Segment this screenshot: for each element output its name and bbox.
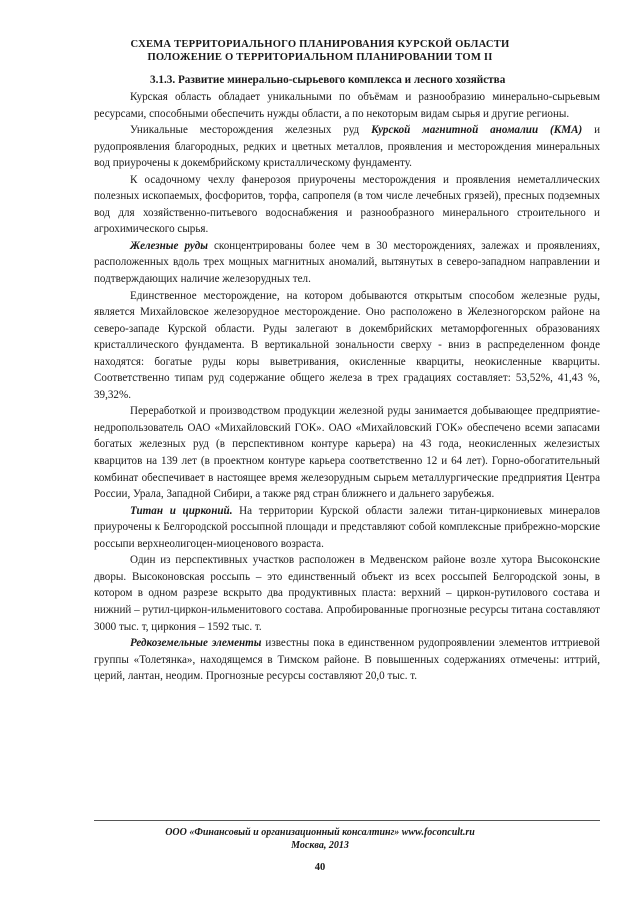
paragraph-kma — [94, 122, 600, 172]
keyword-rare-earth: Редкоземельные элементы — [130, 637, 262, 650]
paragraph-rare-earth — [94, 635, 600, 685]
section-title: 3.1.3. Развитие минерально-сырьевого комплекса и лесного хозяйства — [150, 74, 506, 86]
paragraph-sedimentary-cover: К осадочному чехлу фанерозоя приурочены месторождения и проявления неметаллических полезных ископаемых, фосфоритов, торфа, сапропеля (в том числе лечебных грязей), пресных подземных вод для хозяйственно-питьевого водоснабжения и разнообразного минерального строительного и агрохимического сырья. — [94, 173, 600, 236]
document-header — [0, 38, 640, 64]
keyword-iron-ores: Железные руды — [130, 239, 208, 252]
paragraph-text: Уникальные месторождения железных руд — [130, 124, 372, 137]
document-body — [94, 89, 600, 685]
paragraph-text: известны пока в единственном рудопроявлении элементов иттриевой группы «Толетянка», находящемся в Тимском районе. В повышенных содержаниях отмечены: иттрий, церий, лантан, неодим. Прогнозные ресурсы составляют 20,0 тыс. т. — [94, 637, 600, 683]
paragraph-iron-ores — [94, 238, 600, 288]
paragraph-text: и рудопроявления благородных, редких и цветных металлов, проявления и месторождения минеральных вод приурочены к докембрийскому кристаллическому фундаменту. — [94, 124, 600, 170]
footer-divider — [94, 820, 600, 821]
paragraph-text: сконцентрированы более чем в 30 месторождениях, залежах и проявлениях, расположенных вдоль трех мощных магнитных аномалий, вытянутых в северо-западном направлении и подтверждающих наличие железорудных тел. — [94, 239, 600, 286]
keyword-kma: Курской магнитной аномалии (КМА) — [371, 124, 583, 137]
footer-city-year: Москва, 2013 — [291, 840, 349, 851]
paragraph-mikhailovsky-gok: Переработкой и производством продукции железной руды занимается добывающее предприятие-недропользователь ОАО «Михайловский ГОК». ОАО «Михайловский ГОК» обеспечено всеми запасами богатых железных руд (в перспективном контуре карьера) на 43 года, неокисленных железистых кварцитов на 139 лет (в проектном контуре карьера соответственно 12 и 64 лет). Горно-обогатительный комбинат обеспечивает в настоящее время железорудным сырьем металлургические предприятия Центра России, Урала, Западной Сибири, а также ряд стран ближнего и дальнего зарубежья. — [94, 405, 600, 501]
paragraph-titanium-zirconium — [94, 503, 600, 553]
footer-company: ООО «Финансовый и организационный консалтинг» www.foconcult.ru — [165, 827, 475, 838]
paragraph-mikhailovskoe-deposit: Единственное месторождение, на котором добываются открытым способом железные руды, является Михайловское железорудное месторождение. Оно расположено в Железногорском районе на северо-западе Курской области. Руды залегают в докембрийских метаморфогенных образованиях кристаллического фундамента. В вертикальной зональности сверху - вниз в распределенном фонде находятся: богатые руды коры выветривания, окисленные кварциты, неокисленные кварциты. Соответственно типам руд содержание общего железа в трех градациях составляет: 53,52%, 41,43 %, 39,32%. — [94, 289, 600, 401]
paragraph-intro: Курская область обладает уникальными по объёмам и разнообразию минерально-сырьевым ресурсами, способными обеспечить нужды области, а по некоторым видам сырья и другие регионы. — [94, 91, 600, 120]
document-footer — [0, 826, 640, 852]
page-number: 40 — [314, 862, 326, 873]
header-subtitle-line: ПОЛОЖЕНИЕ О ТЕРРИТОРИАЛЬНОМ ПЛАНИРОВАНИИ ТОМ II — [147, 52, 493, 63]
header-title-line: СХЕМА ТЕРРИТОРИАЛЬНОГО ПЛАНИРОВАНИЯ КУРСКОЙ ОБЛАСТИ — [130, 39, 510, 50]
keyword-titanium-zirconium: Титан и цирконий. — [130, 504, 233, 517]
paragraph-text: На территории Курской области залежи титан-циркониевых минералов приурочены к Белгородской россыпной площади и представляют собой комплексные прибрежно-морские россыпи верхнеолигоцен-миоценового возраста. — [94, 504, 600, 550]
paragraph-vysokonovskaya-placer: Один из перспективных участков расположен в Медвенском районе возле хутора Высоконские дворы. Высоконовская россыпь – это единственный объект из всех россыпей Белгородской зоны, в котором в одном разрезе вскрыто два продуктивных пласта: верхний – циркон-рутилового состава и нижний – рутил-циркон-ильменитового состава. Апробированные прогнозные ресурсы титана составляют 3000 тыс. т, циркония – 1592 тыс. т. — [94, 554, 600, 633]
